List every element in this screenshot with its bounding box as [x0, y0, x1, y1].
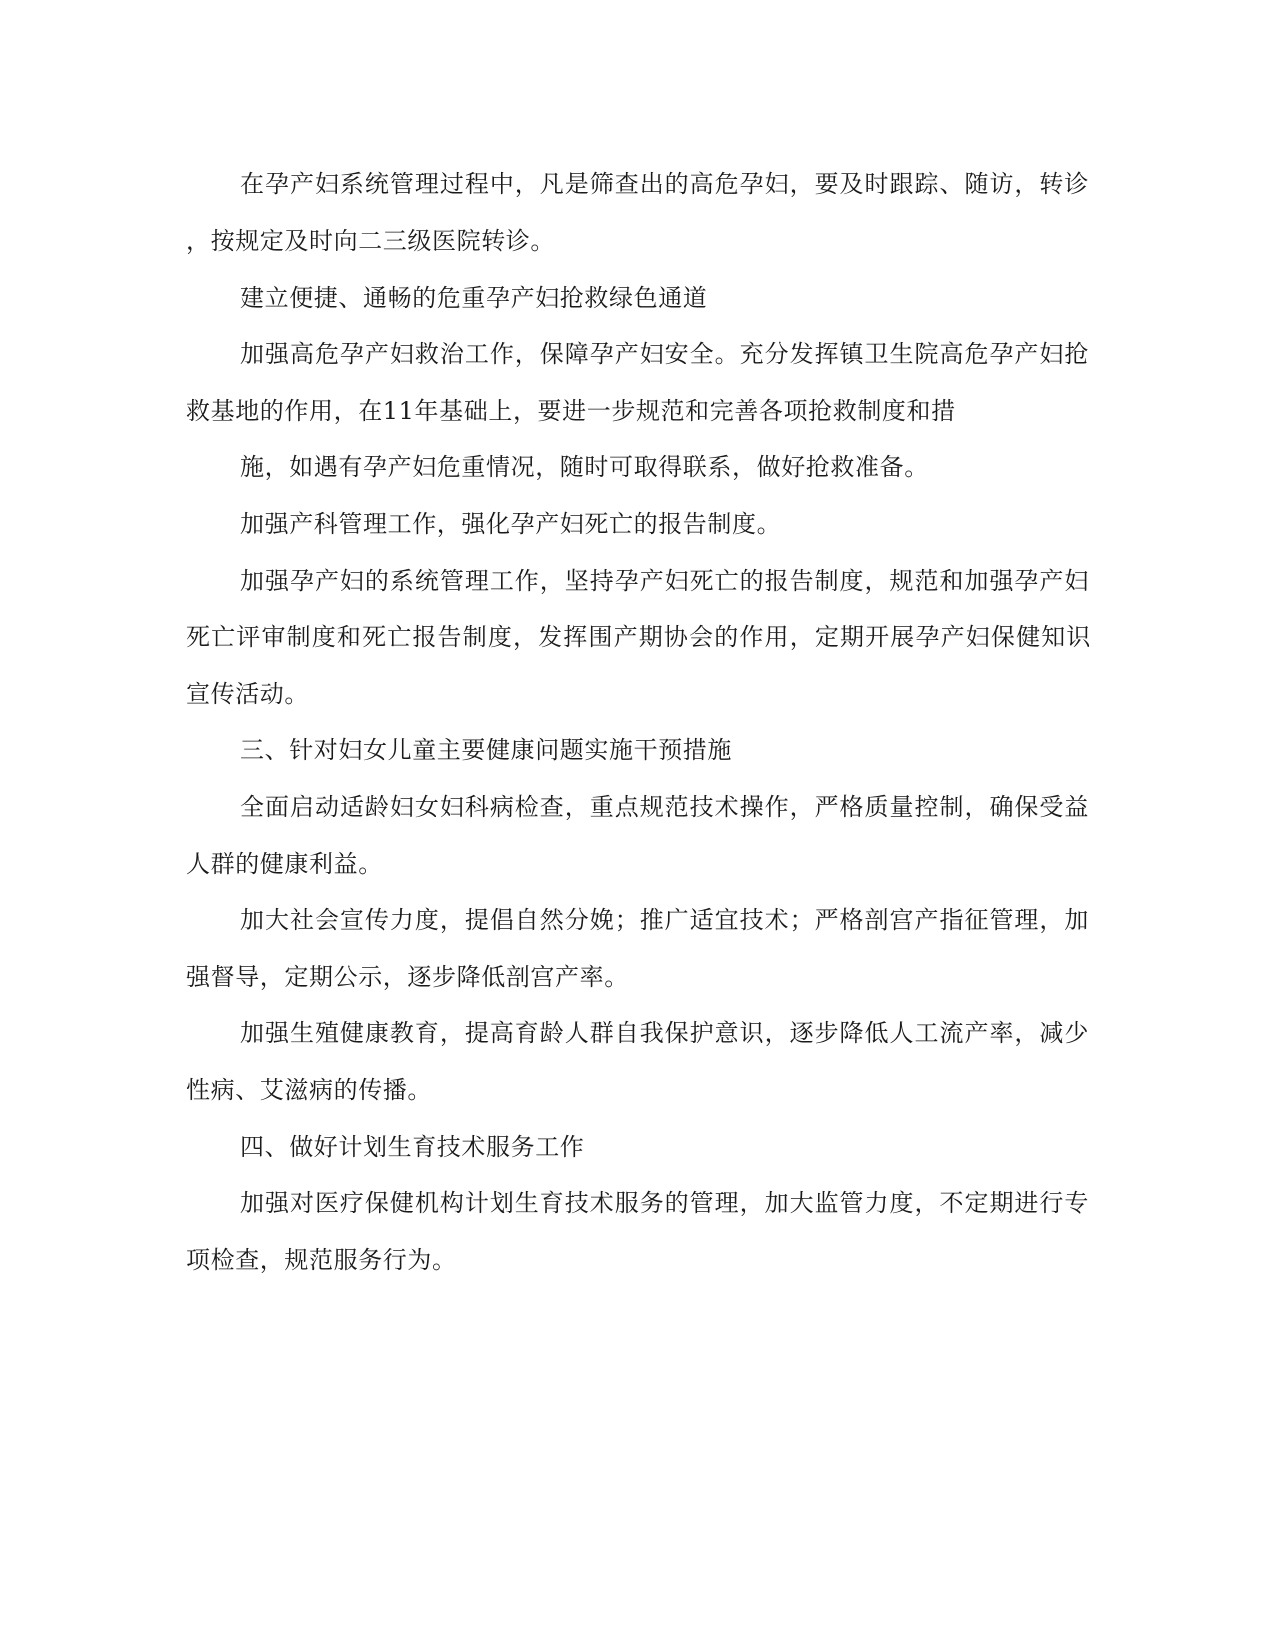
paragraph-line: 加强对医疗保健机构计划生育技术服务的管理，加大监管力度，不定期进行专	[240, 1189, 1089, 1217]
paragraph-line: 施，如遇有孕产妇危重情况，随时可取得联系，做好抢救准备。	[240, 453, 929, 481]
paragraph-line: 在孕产妇系统管理过程中，凡是筛查出的高危孕妇，要及时跟踪、随访，转诊	[240, 170, 1089, 198]
paragraph-line: 死亡评审制度和死亡报告制度，发挥围产期协会的作用，定期开展孕产妇保健知识	[186, 623, 1091, 651]
paragraph-line: 人群的健康利益。	[186, 850, 383, 878]
paragraph-line: 救基地的作用，在11年基础上，要进一步规范和完善各项抢救制度和措	[186, 397, 956, 425]
section-heading: 三、针对妇女儿童主要健康问题实施干预措施	[240, 736, 732, 764]
paragraph-line: 加强生殖健康教育，提高育龄人群自我保护意识，逐步降低人工流产率，减少	[240, 1019, 1089, 1047]
paragraph-line: 性病、艾滋病的传播。	[186, 1076, 432, 1104]
paragraph-line: 项检查，规范服务行为。	[186, 1246, 457, 1274]
paragraph-line: 强督导，定期公示，逐步降低剖宫产率。	[186, 963, 629, 991]
section-heading: 四、做好计划生育技术服务工作	[240, 1133, 585, 1161]
paragraph-line: 加强孕产妇的系统管理工作，坚持孕产妇死亡的报告制度，规范和加强孕产妇	[240, 567, 1089, 595]
paragraph-line: 加大社会宣传力度，提倡自然分娩；推广适宜技术；严格剖宫产指征管理，加	[240, 906, 1089, 934]
paragraph-line: 加强高危孕产妇救治工作，保障孕产妇安全。充分发挥镇卫生院高危孕产妇抢	[240, 340, 1089, 368]
section-heading: 建立便捷、通畅的危重孕产妇抢救绿色通道	[240, 284, 708, 312]
section-heading: 加强产科管理工作，强化孕产妇死亡的报告制度。	[240, 510, 782, 538]
paragraph-line: ，按规定及时向二三级医院转诊。	[186, 227, 555, 255]
paragraph-line: 宣传活动。	[186, 680, 309, 708]
paragraph-line: 全面启动适龄妇女妇科病检查，重点规范技术操作，严格质量控制，确保受益	[240, 793, 1089, 821]
